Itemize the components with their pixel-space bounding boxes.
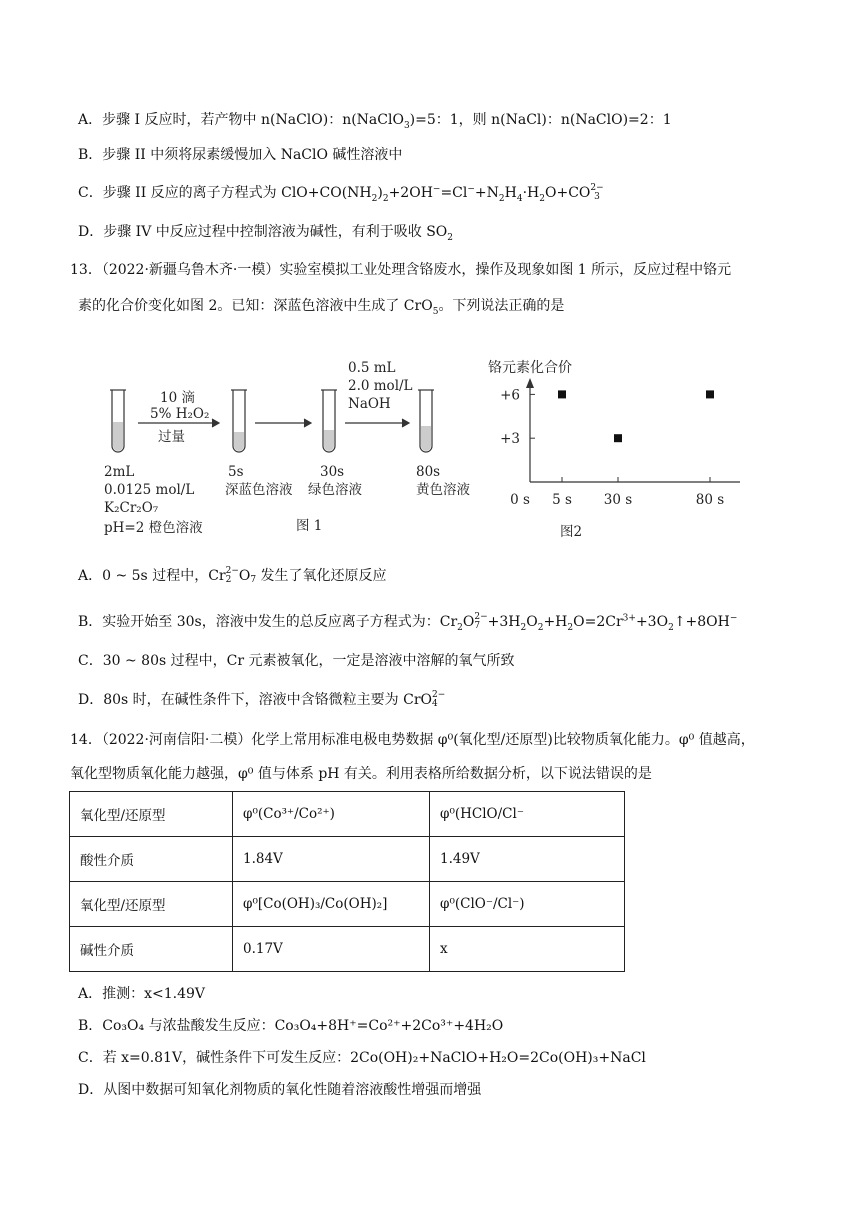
- table-cell: 氧化型/还原型: [70, 792, 233, 837]
- svg-text:0.0125 mol/L: 0.0125 mol/L: [104, 482, 195, 498]
- test-tube-3: [321, 390, 337, 452]
- q13-option-d: D．80s 时，在碱性条件下，溶液中含铬微粒主要为 CrO 2− 4: [78, 690, 446, 709]
- q14-option-d: D．从图中数据可知氧化剂物质的氧化性随着溶液酸性增强而增强: [78, 1082, 482, 1098]
- svg-text:绿色溶液: 绿色溶液: [308, 482, 362, 498]
- x-tick-label: 30 s: [603, 492, 633, 508]
- potential-table: [69, 791, 625, 972]
- q13-option-c: C．30 ~ 80s 过程中，Cr 元素被氧化，一定是溶液中溶解的氧气所致: [78, 653, 515, 669]
- svg-text:0.5 mL: 0.5 mL: [348, 360, 396, 376]
- arrow-3: [345, 419, 409, 427]
- table-cell: φ⁰(HClO/Cl⁻: [430, 792, 625, 837]
- table-cell: φ⁰(ClO⁻/Cl⁻): [430, 882, 625, 927]
- q14-stem-line1: 14．（2022·河南信阳·二模）化学上常用标准电极电势数据 φ⁰(氧化型/还原型)比较物质氧化能力。φ⁰ 值越高，: [70, 732, 755, 748]
- table-row: [70, 837, 625, 882]
- table-row: [70, 792, 625, 837]
- table-cell: 酸性介质: [70, 837, 233, 882]
- svg-text:2mL: 2mL: [104, 464, 135, 480]
- table-cell: x: [430, 927, 625, 972]
- test-tube-2: [231, 390, 247, 452]
- x-tick-label: 80 s: [695, 492, 725, 508]
- figure-2-caption: 图2: [560, 524, 583, 540]
- q13-stem-line1: 13．（2022·新疆乌鲁木齐·一模）实验室模拟工业处理含铬废水，操作及现象如图 1 所示，反应过程中铬元: [70, 262, 732, 278]
- table-cell: 1.49V: [430, 837, 625, 882]
- figure-1-labels: [104, 360, 470, 536]
- y-tick-label: +6: [500, 387, 520, 404]
- data-point: [614, 434, 622, 442]
- y-tick-label: +3: [500, 431, 520, 448]
- test-tube-1: [110, 390, 126, 452]
- table-cell: 碱性介质: [70, 927, 233, 972]
- q14-stem-line2: 氧化型物质氧化能力越强，φ⁰ 值与体系 pH 有关。利用表格所给数据分析，以下说法错误的是: [70, 766, 652, 782]
- q13-option-a: A．0 ~ 5s 过程中，Cr 2− 2 O 7 发生了氧化还原反应: [78, 566, 387, 585]
- table-cell: 氧化型/还原型: [70, 882, 233, 927]
- svg-text:图 1: 图 1: [296, 518, 323, 534]
- svg-text:pH=2 橙色溶液: pH=2 橙色溶液: [104, 520, 203, 536]
- table-row: [70, 927, 625, 972]
- x-tick-label: 0 s: [510, 492, 530, 508]
- data-point: [558, 390, 566, 398]
- q12-option-b: B．步骤 II 中须将尿素缓慢加入 NaClO 碱性溶液中: [78, 147, 403, 163]
- svg-text:2.0 mol/L: 2.0 mol/L: [348, 378, 413, 394]
- q12-option-c: C．步骤 II 反应的离子方程式为 $ClO+CO(NH_2)_2+2OH^-=Cl^-+N_2H_4\cdot H_2O+CO$ 2− 3: [78, 183, 604, 204]
- table-cell: φ⁰[Co(OH)₃/Co(OH)₂]: [233, 882, 430, 927]
- svg-text:5% H₂O₂: 5% H₂O₂: [150, 406, 210, 422]
- table-cell: 1.84V: [233, 837, 430, 882]
- svg-text:深蓝色溶液: 深蓝色溶液: [225, 482, 293, 498]
- y-axis-label: 铬元素化合价: [488, 360, 572, 376]
- q14-option-a: A．推测：x<1.49V: [78, 986, 206, 1002]
- data-point: [706, 390, 714, 398]
- q13-option-b: B．实验开始至 30s，溶液中发生的总反应离子方程式为：$Cr_2O$ 2− 7 $+3H_2O_2+H_2O=2Cr^{3+}+3O_2↑+8OH^-$: [78, 612, 738, 633]
- table-cell: 0.17V: [233, 927, 430, 972]
- svg-text:10 滴: 10 滴: [160, 390, 195, 406]
- svg-text:30s: 30s: [320, 464, 345, 480]
- test-tube-4: [418, 390, 434, 452]
- q13-figures: [100, 352, 760, 547]
- svg-text:黄色溶液: 黄色溶液: [416, 482, 470, 498]
- svg-text:80s: 80s: [416, 464, 441, 480]
- q13-stem-line2: 素的化合价变化如图 2。已知：深蓝色溶液中生成了 CrO$_5$。下列说法正确的是: [78, 298, 565, 317]
- table-row: [70, 882, 625, 927]
- table-cell: φ⁰(Co³⁺/Co²⁺): [233, 792, 430, 837]
- x-tick-label: 5 s: [552, 492, 572, 508]
- arrow-2: [255, 419, 311, 427]
- svg-text:NaOH: NaOH: [348, 396, 391, 412]
- svg-text:5s: 5s: [228, 464, 244, 480]
- q14-option-b: B．Co₃O₄ 与浓盐酸发生反应：Co₃O₄+8H⁺=Co²⁺+2Co³⁺+4H₂O: [78, 1018, 504, 1034]
- q14-option-c: C．若 x=0.81V，碱性条件下可发生反应：2Co(OH)₂+NaClO+H₂O=2Co(OH)₃+NaCl: [78, 1050, 646, 1066]
- q12-option-d: D．步骤 IV 中反应过程中控制溶液为碱性，有利于吸收 $SO_2$: [78, 224, 454, 243]
- svg-text:K₂Cr₂O₇: K₂Cr₂O₇: [104, 500, 159, 516]
- q12-option-a: A．步骤 I 反应时，若产物中 n(NaClO)：n(NaClO$_3$)=5：1，则 n(NaCl)：n(NaClO)=2：1: [78, 112, 672, 131]
- figure-2-chart: [488, 360, 740, 540]
- svg-text:过量: 过量: [158, 429, 185, 445]
